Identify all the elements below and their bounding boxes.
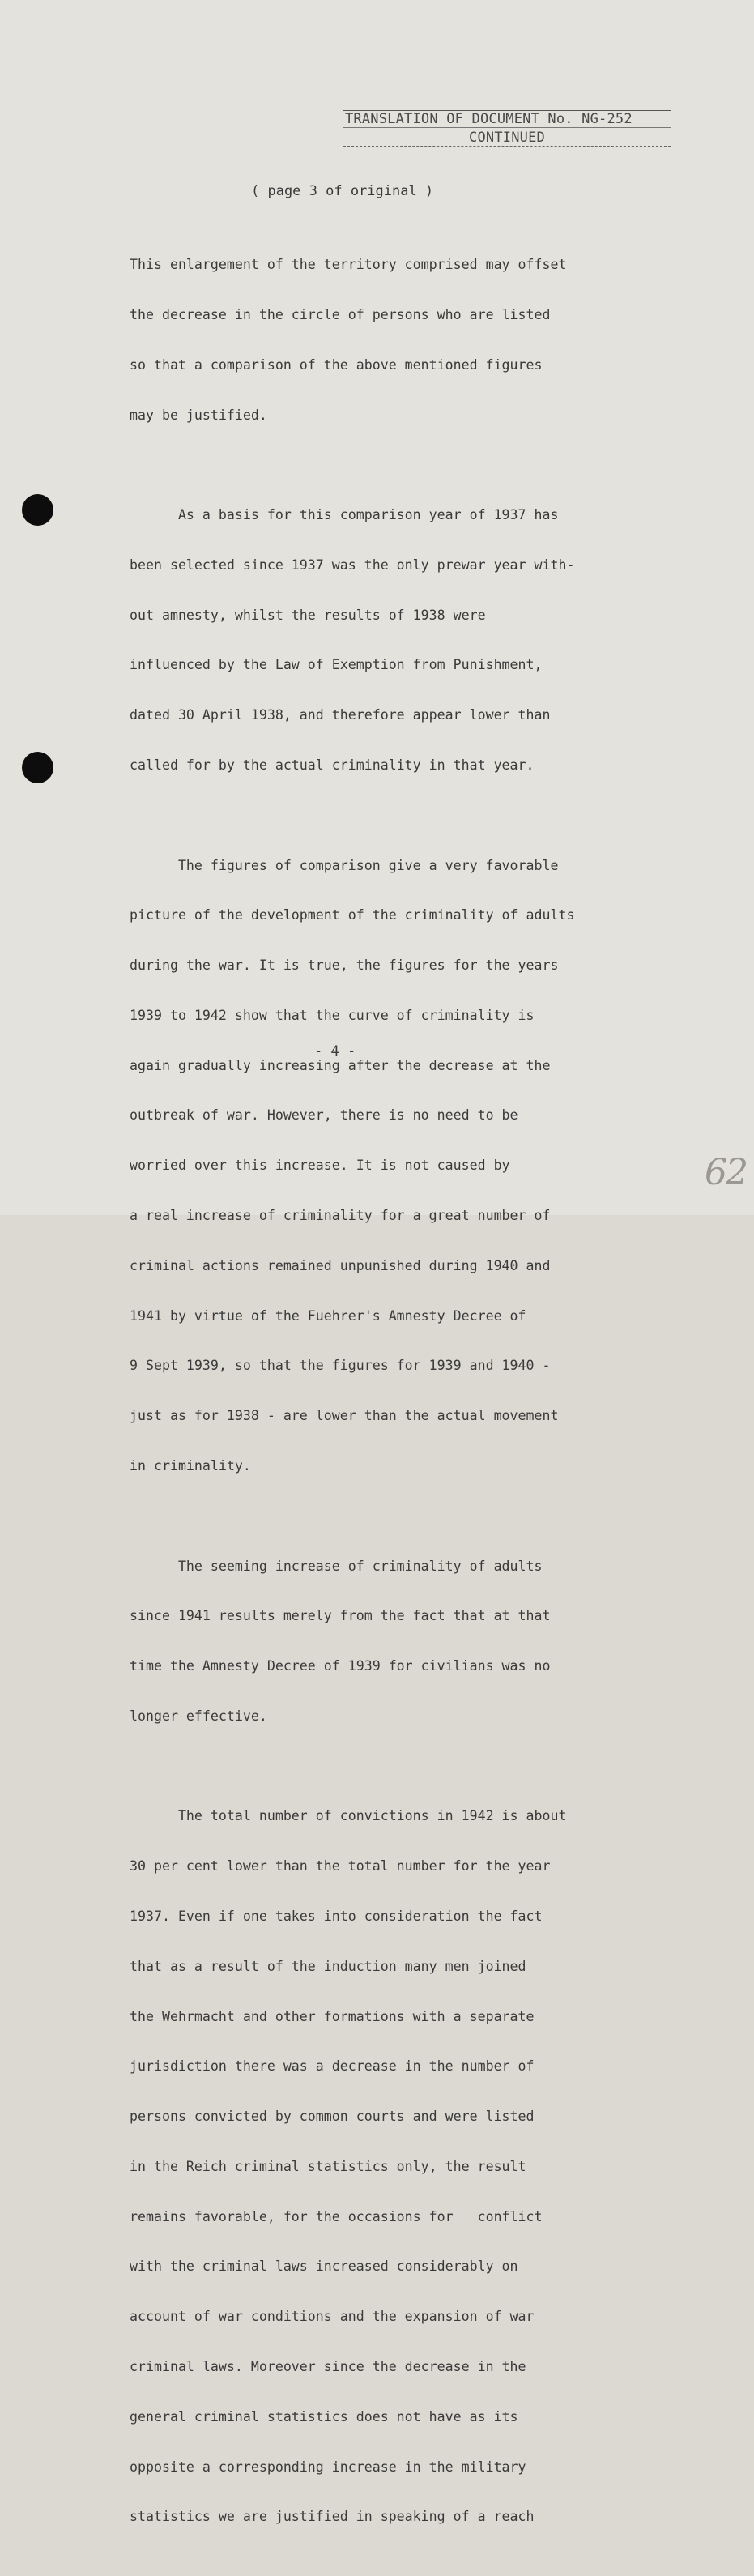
paragraph-4: [130, 1525, 664, 1758]
paragraph-5: [130, 1775, 664, 2559]
paragraph-3: [130, 824, 664, 1508]
text-line: dated 30 April 1938, and therefore appear lower than: [130, 707, 551, 723]
document-header: [343, 110, 671, 147]
text-line: 30 per cent lower than the total number for the year: [130, 1858, 551, 1874]
text-line: been selected since 1937 was the only prewar year with-: [130, 557, 575, 573]
document-title: TRANSLATION OF DOCUMENT No. NG-252: [343, 110, 671, 128]
text-line: This enlargement of the territory comprised may offset: [130, 257, 567, 273]
text-line: that as a result of the induction many men joined: [130, 1958, 526, 1974]
text-line: account of war conditions and the expansion of war: [130, 2309, 535, 2325]
text-line: may be justified.: [130, 407, 267, 423]
text-line: picture of the development of the criminality of adults: [130, 907, 575, 923]
paragraph-1: [130, 224, 664, 457]
text-line: 1937. Even if one takes into consideration the fact: [130, 1908, 543, 1924]
text-line: The figures of comparison give a very favorable: [130, 857, 559, 873]
text-line: criminal laws. Moreover since the decrease in the: [130, 2359, 526, 2374]
text-line: during the war. It is true, the figures for the years: [130, 957, 559, 974]
text-line: time the Amnesty Decree of 1939 for civilians was no: [130, 1658, 551, 1674]
text-line: criminal actions remained unpunished during 1940 and: [130, 1257, 551, 1273]
text-line: so that a comparison of the above mentioned figures: [130, 356, 543, 373]
text-line: 9 Sept 1939, so that the figures for 1939 and 1940 -: [130, 1358, 551, 1374]
text-line: out amnesty, whilst the results of 1938 were: [130, 607, 486, 623]
text-line: again gradually increasing after the decrease at the: [130, 1057, 551, 1073]
text-line: remains favorable, for the occasions for conflict: [130, 2208, 543, 2224]
page-reference: ( page 3 of original ): [251, 183, 434, 199]
text-line: The total number of convictions in 1942 is about: [130, 1808, 567, 1824]
document-body: [130, 224, 664, 2576]
text-line: general criminal statistics does not have as its: [130, 2408, 518, 2425]
text-line: jurisdiction there was a decrease in the number of: [130, 2058, 535, 2075]
text-line: persons convicted by common courts and were listed: [130, 2109, 535, 2125]
text-line: the Wehrmacht and other formations with a separate: [130, 2008, 535, 2024]
text-line: with the criminal laws increased considerably on: [130, 2258, 518, 2275]
text-line: just as for 1938 - are lower than the actual movement: [130, 1408, 559, 1424]
text-line: statistics we are justified in speaking of a reach: [130, 2509, 535, 2525]
folio-stamp: 62: [705, 1152, 747, 1193]
text-line: opposite a corresponding increase in the military: [130, 2459, 526, 2475]
text-line: As a basis for this comparison year of 1937 has: [130, 507, 559, 523]
text-line: 1941 by virtue of the Fuehrer's Amnesty Decree of: [130, 1307, 526, 1324]
document-subtitle: CONTINUED: [343, 130, 671, 147]
text-line: in criminality.: [130, 1457, 251, 1474]
text-line: the decrease in the circle of persons who are listed: [130, 306, 551, 322]
text-line: called for by the actual criminality in that year.: [130, 757, 535, 773]
paragraph-2: [130, 474, 664, 808]
text-line: since 1941 results merely from the fact that at that: [130, 1608, 551, 1624]
punch-hole: [22, 494, 53, 526]
text-line: outbreak of war. However, there is no need to be: [130, 1107, 518, 1124]
text-line: worried over this increase. It is not caused by: [130, 1158, 510, 1174]
text-line: a real increase of criminality for a great number of: [130, 1208, 551, 1224]
text-line: 1939 to 1942 show that the curve of criminality is: [130, 1007, 535, 1023]
text-line: in the Reich criminal statistics only, the result: [130, 2158, 526, 2174]
page-number: - 4 -: [314, 1043, 356, 1060]
text-line: longer effective.: [130, 1708, 267, 1724]
text-line: influenced by the Law of Exemption from Punishment,: [130, 657, 543, 673]
punch-hole: [22, 752, 53, 783]
text-line: The seeming increase of criminality of adults: [130, 1558, 543, 1574]
